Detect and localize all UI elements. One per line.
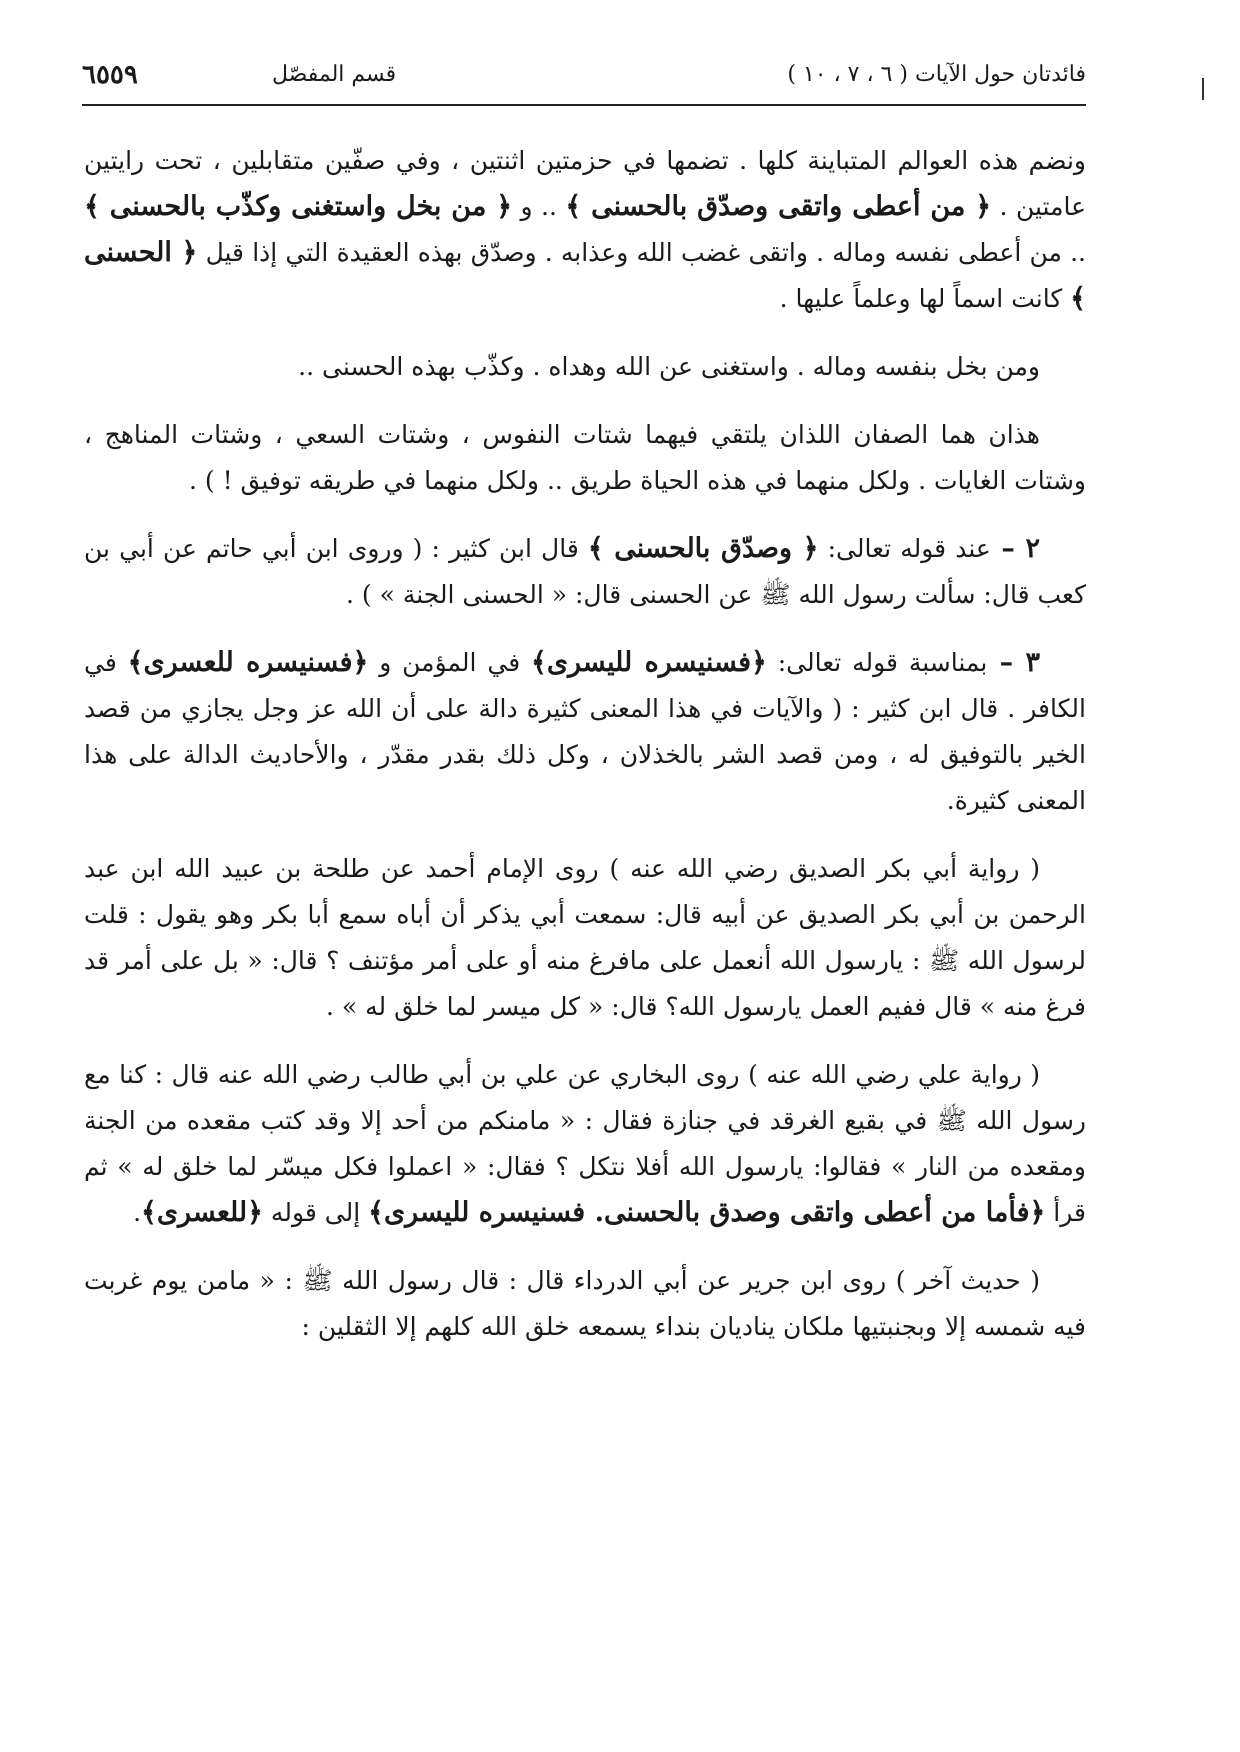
page-number: ٦٥٥٩ — [82, 60, 138, 90]
section-title: قسم المفصّل — [272, 62, 397, 87]
body-text — [84, 138, 1086, 1372]
quran-verse: ﴿ وصدّق بالحسنى ﴾ — [587, 533, 819, 564]
paragraph — [84, 412, 1086, 504]
quran-verse: ﴿ الحسنى ﴾ — [84, 237, 1086, 314]
text-segment: بمناسبة قوله تعالى: — [766, 648, 988, 677]
text-segment: هذان هما الصفان اللذان يلتقي فيهما شتات النفوس ، وشتات السعي ، وشتات المناهج ، وشتات الغايات . ولكل منهما في هذه الحياة طريق .. ولكل منهما في طريقه توفيق ! ) . — [84, 420, 1086, 495]
margin-mark — [1202, 78, 1204, 100]
text-segment: قال ابن كثير : ( وروى ابن أبي حاتم عن أبي بن كعب قال: سألت رسول الله ﷺ عن الحسنى قال: « الحسنى الجنة » ) . — [84, 534, 1086, 609]
text-segment: كانت اسماً لها وعلماً عليها . — [779, 284, 1071, 313]
header-rule — [82, 104, 1086, 106]
text-segment: .. و — [512, 192, 566, 221]
running-title: فائدتان حول الآيات ( ٦ ، ٧ ، ١٠ ) — [787, 62, 1086, 87]
text-segment: ومن بخل بنفسه وماله . واستغنى عن الله وهداه . وكذّب بهذه الحسنى .. — [298, 352, 1040, 381]
running-header — [82, 52, 1086, 102]
quran-verse: ﴿ من أعطى واتقى وصدّق بالحسنى ﴾ — [565, 191, 992, 222]
text-segment: في المؤمن و — [368, 648, 532, 677]
quran-verse: ﴿فسنيسره للعسرى﴾ — [127, 647, 369, 678]
text-segment: .. من أعطى نفسه وماله . واتقى غضب الله وعذابه . وصدّق بهذه العقيدة التي إذا قيل — [197, 238, 1086, 267]
quran-verse: ﴿فسنيسره لليسرى﴾ — [531, 647, 767, 678]
text-segment: ( رواية أبي بكر الصديق رضي الله عنه ) روى الإمام أحمد عن طلحة بن عبيد الله ابن عبد الرحمن بن أبي بكر الصديق عن أبيه قال: سمعت أبي يذكر أن أباه سمع أبا بكر وهو يقول : قلت لرسول الله ﷺ : يارسول الله أنعمل على مافرغ منه أو على أمر مؤتنف ؟ قال: « بل على أمر قد فرغ منه » قال ففيم العمل يارسول الله؟ قال: « كل ميسر لما خلق له » . — [84, 854, 1086, 1021]
text-segment: ( رواية علي رضي الله عنه ) روى البخاري عن علي بن أبي طالب رضي الله عنه قال : كنا مع رسول الله ﷺ في بقيع الغرقد في جنازة فقال : « مامنكم من أحد إلا وقد كتب مقعده من الجنة ومقعده من النار » فقالوا: يارسول الله أفلا نتكل ؟ فقال: « اعملوا فكل ميسّر لما خلق له » ثم قرأ — [84, 1060, 1086, 1227]
paragraph — [84, 846, 1086, 1030]
paragraph — [84, 526, 1086, 618]
text-segment: إلى قوله — [262, 1198, 369, 1227]
text-segment: . — [133, 1198, 142, 1227]
quran-verse: ﴿للعسرى﴾ — [141, 1197, 263, 1228]
text-segment: ( حديث آخر ) روى ابن جرير عن أبي الدرداء قال : قال رسول الله ﷺ : « مامن يوم غربت فيه شمسه إلا وبجنبتيها ملكان يناديان بنداء يسمعه خلق الله كلهم إلا الثقلين : — [84, 1266, 1086, 1341]
text-segment: في الكافر . قال ابن كثير : ( والآيات في هذا المعنى كثيرة دالة على أن الله عز وجل يجازي من قصد الخير بالتوفيق له ، ومن قصد الشر بالخذلان ، وكل ذلك بقدر مقدّر ، والأحاديث الدالة على هذا المعنى كثيرة. — [84, 648, 1086, 815]
paragraph — [84, 640, 1086, 824]
text-segment: ونضم هذه العوالم المتباينة كلها . تضمها في حزمتين اثنتين ، وفي صفّين متقابلين ، تحت رايتين عامتين . — [84, 146, 1086, 221]
paragraph — [84, 1258, 1086, 1350]
paragraph — [84, 344, 1086, 390]
paragraph — [84, 138, 1086, 322]
quran-verse: ٢ – — [990, 533, 1041, 564]
quran-verse: ﴿فأما من أعطى واتقى وصدق بالحسنى. فسنيسره لليسرى﴾ — [368, 1197, 1046, 1228]
paragraph — [84, 1052, 1086, 1236]
quran-verse: ﴿ من بخل واستغنى وكذّب بالحسنى ﴾ — [84, 191, 513, 222]
text-segment: عند قوله تعالى: — [818, 534, 991, 563]
quran-verse: ٣ – — [987, 647, 1040, 678]
